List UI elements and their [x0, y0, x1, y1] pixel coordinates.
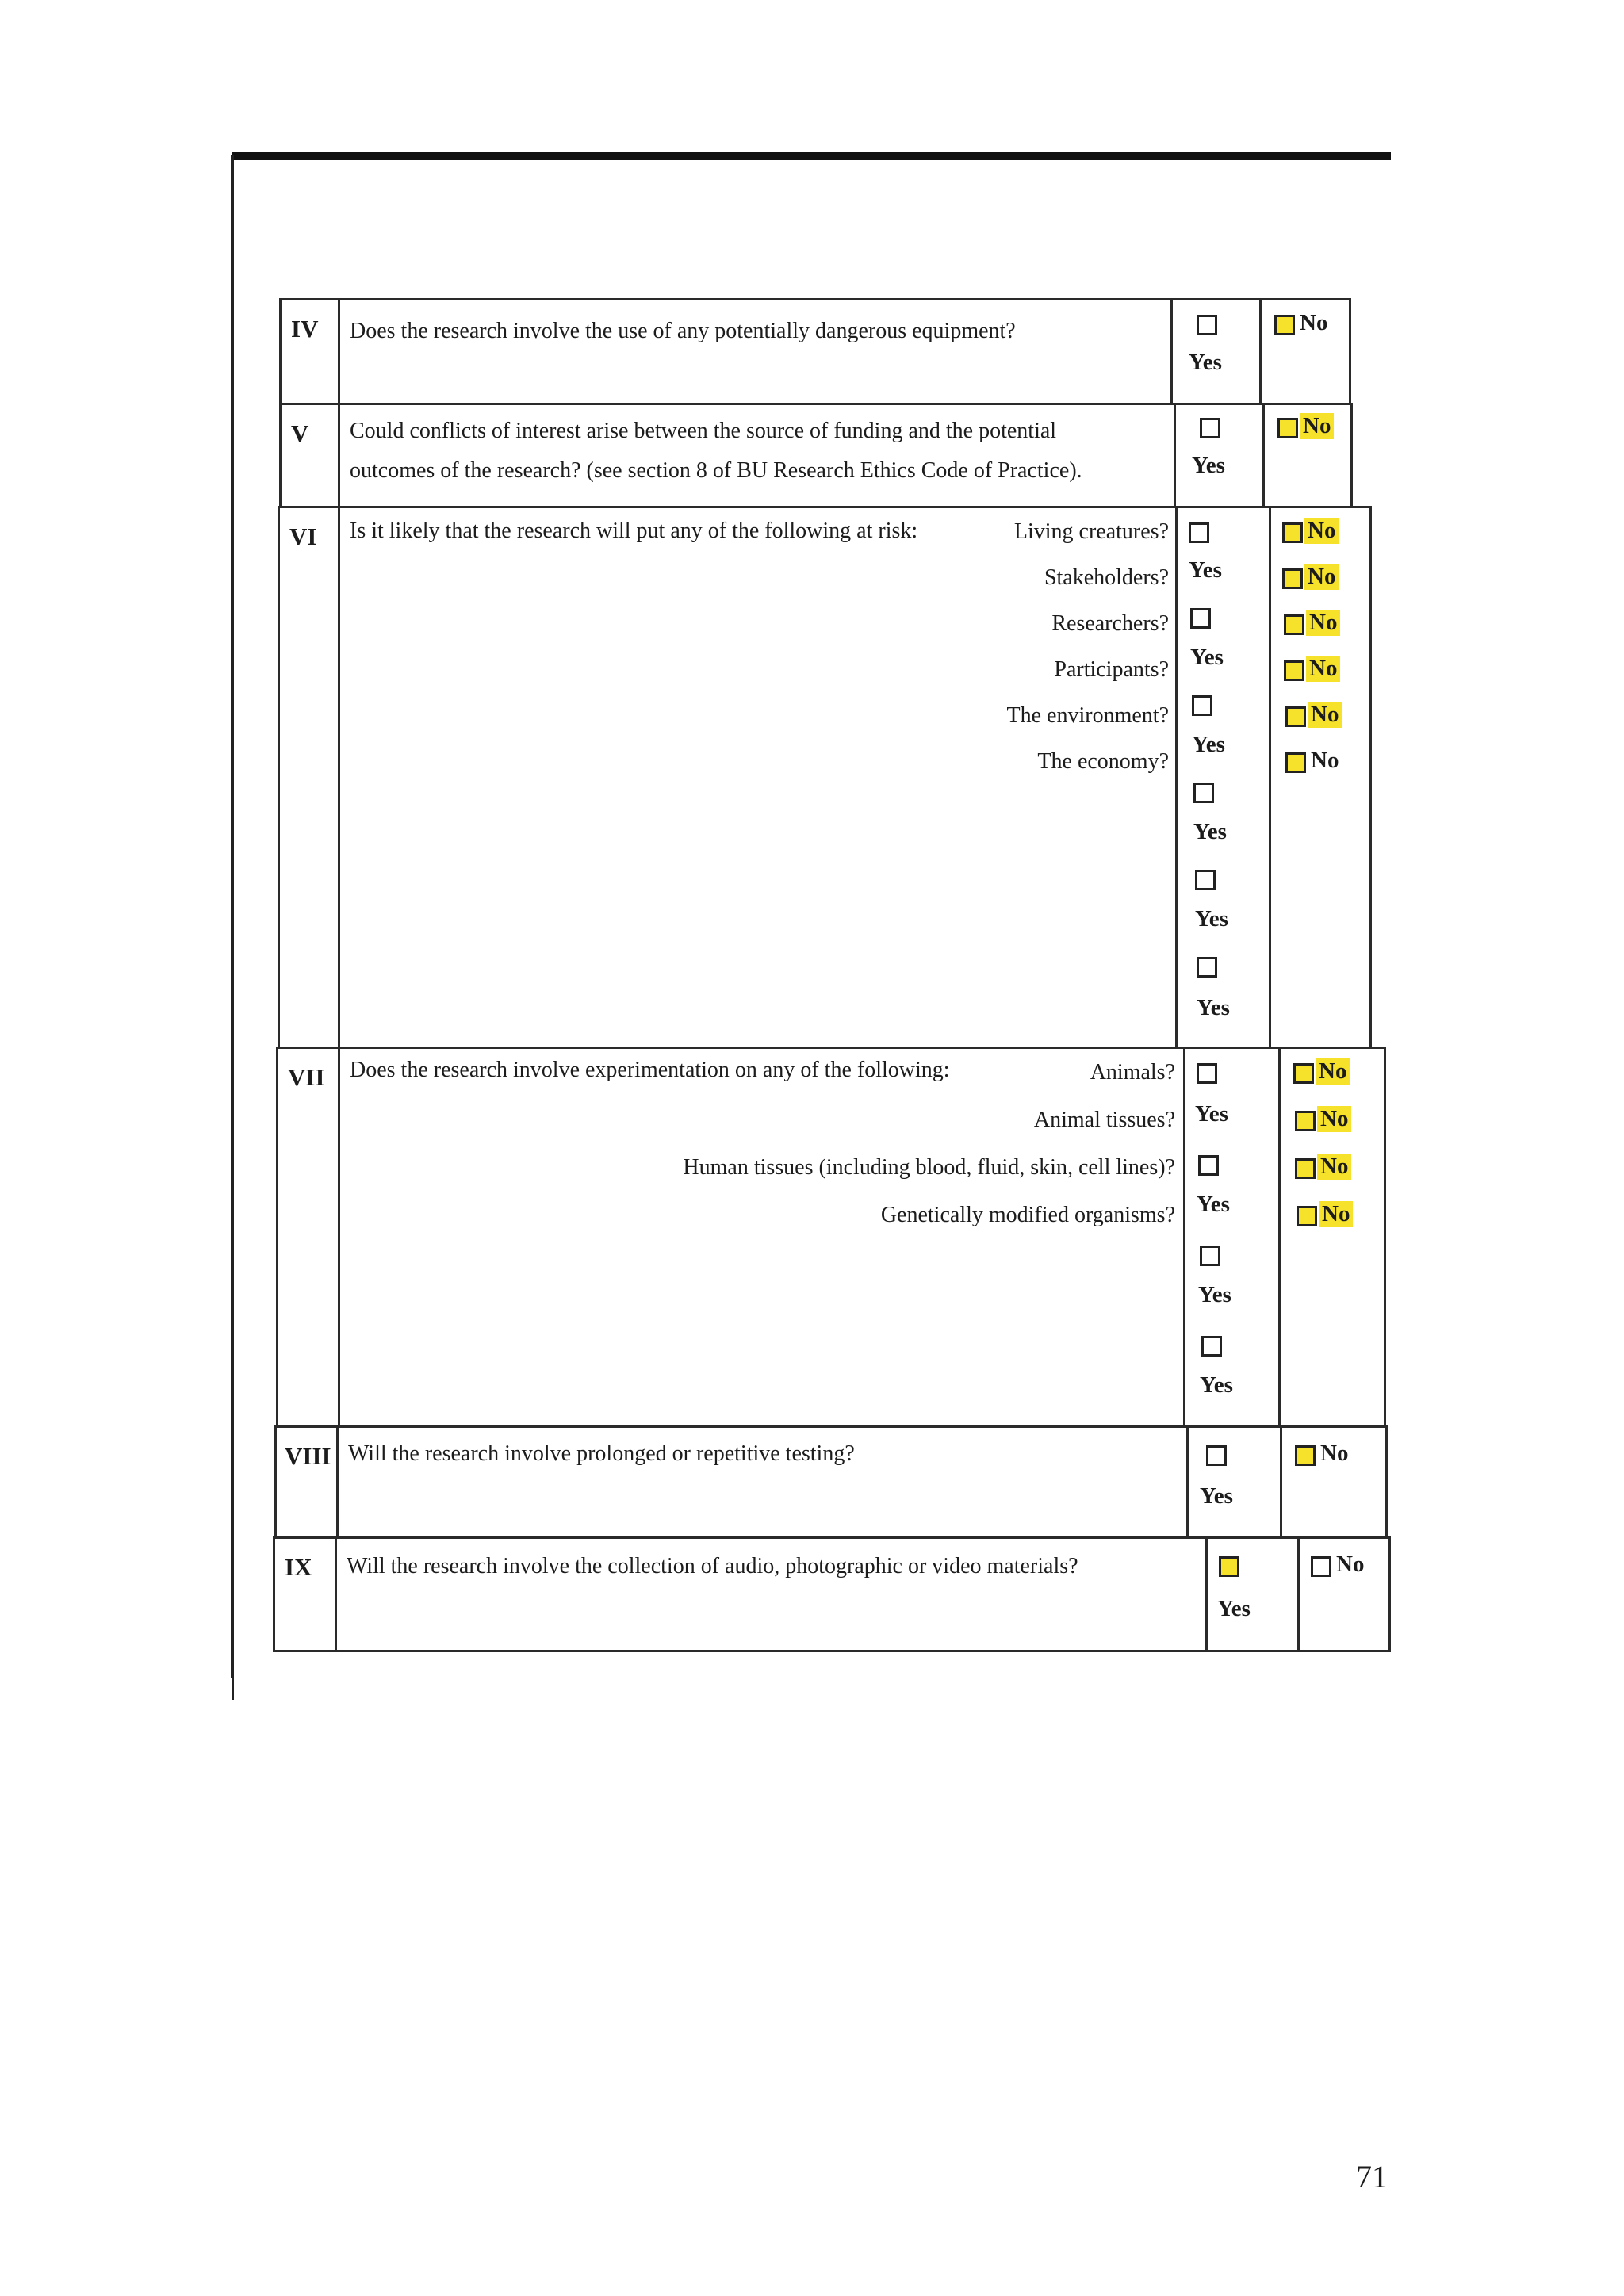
- question-cell: [340, 300, 1173, 403]
- question-text: Does the research involve the use of any potentially dangerous equipment?: [350, 319, 1016, 343]
- yes-checkbox[interactable]: [1195, 870, 1216, 890]
- experiment-item: Animals?: [1090, 1060, 1175, 1085]
- no-cell: [1262, 300, 1354, 403]
- row-number: V: [291, 419, 309, 447]
- question-text: Will the research involve prolonged or repetitive testing?: [348, 1441, 855, 1466]
- yes-checkbox[interactable]: [1198, 1155, 1219, 1176]
- yes-checkbox[interactable]: [1200, 1246, 1220, 1266]
- yes-checkbox[interactable]: [1197, 957, 1217, 978]
- row-iv: [279, 298, 1351, 403]
- question-text-line-1: Could conflicts of interest arise between the source of funding and the potential: [350, 419, 1057, 443]
- experiment-item: Genetically modified organisms?: [880, 1203, 1175, 1227]
- yes-checkbox[interactable]: [1201, 1336, 1222, 1357]
- question-text: Does the research involve experimentation on any of the following:: [350, 1058, 950, 1082]
- row-number: VI: [289, 522, 317, 550]
- question-text-line-2: outcomes of the research? (see section 8 of BU Research Ethics Code of Practice).: [350, 458, 1082, 483]
- yes-cell: [1176, 405, 1265, 506]
- no-checkbox[interactable]: [1282, 522, 1303, 543]
- risk-item: Researchers?: [1051, 611, 1169, 636]
- yes-label: Yes: [1189, 557, 1222, 583]
- left-margin-rule: [231, 155, 234, 1678]
- top-rule: [232, 152, 1391, 160]
- yes-checkbox[interactable]: [1197, 1063, 1217, 1084]
- row-number-cell: [282, 300, 340, 403]
- yes-label: Yes: [1200, 1372, 1233, 1398]
- question-text: Will the research involve the collection of audio, photographic or video materials?: [347, 1554, 1078, 1578]
- no-checkbox[interactable]: [1284, 614, 1304, 635]
- no-label: No: [1317, 1154, 1351, 1180]
- no-checkbox[interactable]: [1285, 752, 1306, 773]
- no-cell: [1282, 1428, 1390, 1536]
- row-number: IX: [285, 1553, 312, 1581]
- no-checkbox[interactable]: [1295, 1158, 1316, 1179]
- yes-label: Yes: [1195, 1101, 1228, 1127]
- question-text: Is it likely that the research will put any of the following at risk:: [350, 519, 918, 543]
- yes-cell: [1178, 508, 1271, 1047]
- question-cell: [340, 508, 1178, 1047]
- no-checkbox[interactable]: [1295, 1111, 1316, 1131]
- no-checkbox[interactable]: [1295, 1445, 1316, 1466]
- yes-checkbox[interactable]: [1219, 1556, 1239, 1577]
- yes-label: Yes: [1198, 1282, 1231, 1307]
- yes-label: Yes: [1197, 995, 1230, 1020]
- yes-checkbox[interactable]: [1206, 1445, 1227, 1466]
- no-checkbox[interactable]: [1311, 1556, 1331, 1577]
- yes-checkbox[interactable]: [1192, 695, 1212, 716]
- risk-item: Participants?: [1054, 657, 1169, 682]
- row-number: VII: [288, 1063, 325, 1091]
- no-label: No: [1300, 413, 1334, 439]
- no-label: No: [1336, 1552, 1365, 1577]
- question-cell: [340, 405, 1176, 506]
- yes-cell: [1185, 1049, 1281, 1425]
- page-number: 71: [1356, 2159, 1388, 2195]
- row-ix: [273, 1536, 1391, 1652]
- yes-label: Yes: [1190, 645, 1224, 670]
- row-number: VIII: [285, 1442, 331, 1470]
- no-label: No: [1316, 1058, 1350, 1085]
- no-checkbox[interactable]: [1277, 418, 1298, 438]
- row-viii: [274, 1425, 1388, 1536]
- yes-label: Yes: [1200, 1483, 1233, 1509]
- question-cell: [339, 1428, 1189, 1536]
- yes-label: Yes: [1192, 453, 1225, 478]
- row-number-cell: [277, 1428, 339, 1536]
- experiment-item: Human tissues (including blood, fluid, skin, cell lines)?: [683, 1155, 1175, 1180]
- no-label: No: [1300, 310, 1328, 335]
- yes-label: Yes: [1192, 732, 1225, 757]
- no-checkbox[interactable]: [1297, 1206, 1317, 1226]
- yes-checkbox[interactable]: [1189, 522, 1209, 543]
- risk-item: Living creatures?: [1013, 519, 1169, 544]
- no-label: No: [1319, 1201, 1353, 1227]
- yes-label: Yes: [1195, 906, 1228, 932]
- no-label: No: [1306, 610, 1340, 636]
- yes-checkbox[interactable]: [1193, 783, 1214, 803]
- no-label: No: [1320, 1441, 1349, 1466]
- no-checkbox[interactable]: [1274, 315, 1295, 335]
- row-vii: [276, 1047, 1386, 1425]
- no-label: No: [1311, 748, 1339, 773]
- no-label: No: [1317, 1106, 1351, 1132]
- row-number-cell: [280, 508, 340, 1047]
- row-number-cell: [282, 405, 340, 506]
- yes-checkbox[interactable]: [1190, 608, 1211, 629]
- yes-label: Yes: [1197, 1192, 1230, 1217]
- no-checkbox[interactable]: [1284, 660, 1304, 681]
- yes-label: Yes: [1193, 819, 1227, 844]
- yes-checkbox[interactable]: [1197, 315, 1217, 335]
- risk-item: Stakeholders?: [1044, 565, 1169, 590]
- no-checkbox[interactable]: [1282, 568, 1303, 589]
- no-cell: [1271, 508, 1374, 1047]
- row-vi: [278, 506, 1372, 1047]
- yes-checkbox[interactable]: [1200, 418, 1220, 438]
- yes-label: Yes: [1189, 350, 1222, 375]
- no-checkbox[interactable]: [1293, 1063, 1314, 1084]
- no-label: No: [1308, 702, 1342, 728]
- row-v: [279, 403, 1353, 506]
- experiment-item: Animal tissues?: [1033, 1108, 1175, 1132]
- risk-item: The economy?: [1037, 749, 1169, 774]
- question-cell: [337, 1539, 1208, 1650]
- yes-cell: [1189, 1428, 1282, 1536]
- left-margin-tick: [232, 1674, 234, 1700]
- no-cell: [1265, 405, 1355, 506]
- no-label: No: [1306, 656, 1340, 682]
- no-label: No: [1304, 564, 1339, 590]
- no-cell: [1300, 1539, 1393, 1650]
- no-checkbox[interactable]: [1285, 706, 1306, 727]
- no-label: No: [1304, 518, 1339, 544]
- row-number-cell: [278, 1049, 340, 1425]
- yes-label: Yes: [1217, 1596, 1251, 1621]
- no-cell: [1281, 1049, 1388, 1425]
- yes-cell: [1208, 1539, 1300, 1650]
- question-cell: [340, 1049, 1185, 1425]
- risk-item: The environment?: [1006, 703, 1169, 728]
- yes-cell: [1173, 300, 1262, 403]
- row-number: IV: [291, 315, 319, 342]
- row-number-cell: [275, 1539, 337, 1650]
